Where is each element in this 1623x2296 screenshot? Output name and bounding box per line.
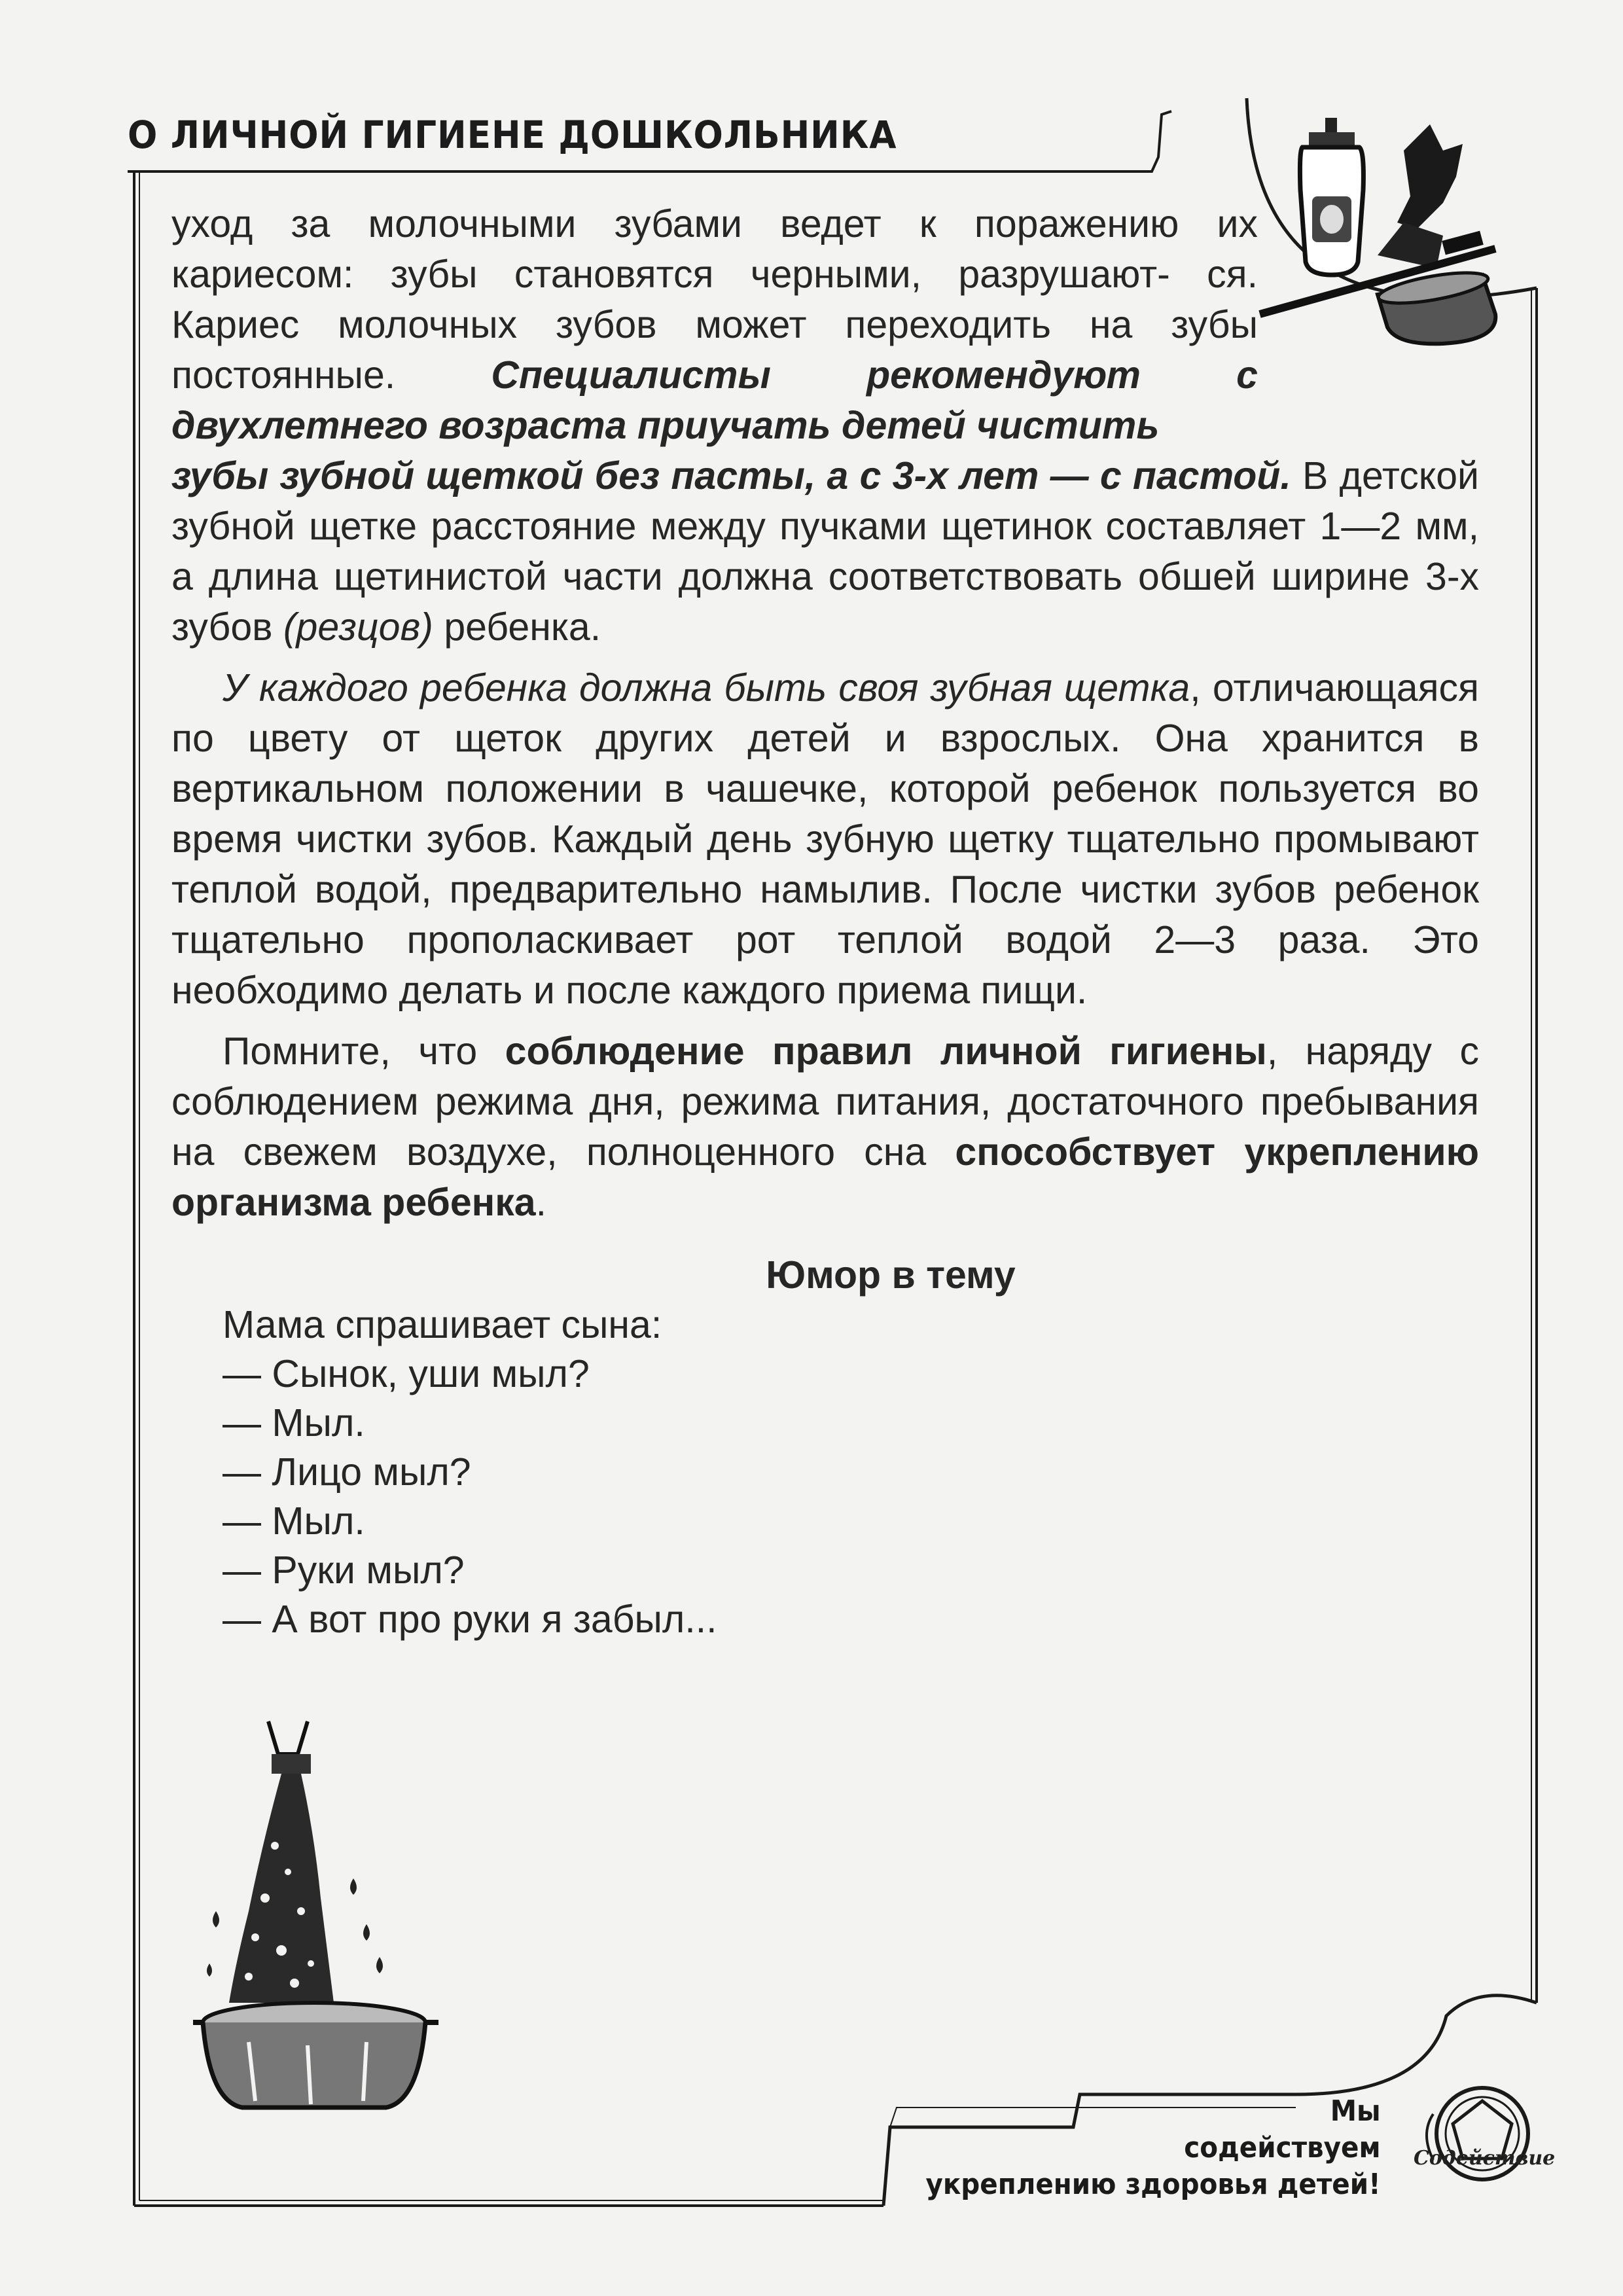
dialog-line: — А вот про руки я забыл... xyxy=(223,1598,717,1641)
dialog-line: Мама спрашивает сына: xyxy=(223,1303,662,1346)
text-span: В детской зубной щетке расстояние между пучками щетинок составляет 1—2 мм, а длина щетинистой части должна соответствовать обшей ширине 3-х зубов xyxy=(171,454,1479,649)
dialog-line: — Сынок, уши мыл? xyxy=(223,1352,590,1395)
text-span: , наряду с соблюдением режима дня, режима питания, достаточного пребывания на свежем воздухе, полноценного сна xyxy=(171,1030,1479,1174)
dialog-line: — Мыл. xyxy=(223,1401,365,1444)
paragraph-1-rest xyxy=(171,451,1479,653)
slogan-line: содействуем xyxy=(1184,2131,1381,2164)
slogan-line: Мы xyxy=(1330,2094,1381,2128)
paragraph-3 xyxy=(171,1026,1479,1228)
paragraph-1-lead xyxy=(171,199,1258,451)
emphasis-text: Специалисты рекомендуют xyxy=(491,353,1141,397)
bold-text: способствует укреплению организма ребенка xyxy=(171,1130,1479,1224)
text-line: уход за молочными зубами ведет к поражению их xyxy=(171,202,1258,245)
bold-text: соблюдение правил личной гигиены xyxy=(505,1030,1267,1073)
italic-text: У каждого ребенка должна быть своя зубная щетка xyxy=(223,666,1190,709)
dialog-line: — Руки мыл? xyxy=(223,1549,465,1592)
text-line: зубы постоянные. xyxy=(171,303,1258,397)
humor-dialog xyxy=(223,1300,1479,1644)
page-title: О ЛИЧНОЙ ГИГИЕНЕ ДОШКОЛЬНИКА xyxy=(128,113,897,157)
emblem-caption: Содействие xyxy=(1414,2147,1556,2170)
text-line: ся. Кариес молочных зубов может переходить на xyxy=(171,253,1258,346)
emphasis-text: зубы зубной щеткой без пасты, а с 3-х лет — с пастой. xyxy=(171,454,1291,497)
text-span: Помните, что xyxy=(223,1030,505,1073)
sodeystvie-emblem-icon xyxy=(1407,2075,1558,2212)
washing-basin-splash-illustration xyxy=(190,1715,465,2121)
dialog-line: — Лицо мыл? xyxy=(223,1450,471,1494)
humor-heading: Юмор в тему xyxy=(766,1253,1016,1297)
slogan-line: укреплению здоровья детей! xyxy=(925,2168,1381,2201)
paragraph-2 xyxy=(171,663,1479,1016)
text-span: ребенка. xyxy=(433,605,601,649)
text-line: кариесом: зубы становятся черными, разрушают- xyxy=(171,253,1170,296)
dialog-line: — Мыл. xyxy=(223,1499,365,1543)
article-text xyxy=(171,199,1479,1644)
slogan xyxy=(926,2093,1381,2203)
text-span: . xyxy=(535,1181,547,1224)
text-span: , отличающаяся по цвету от щеток других детей и взрослых. Она хранится в вертикальном положении в чашечке, которой ребенок пользуется во время чистки зубов. Каждый день зубную щетку тщательно промывают теплой водой, предварительно намылив. После чистки зубов ребенок тщательно прополаскивает рот теплой водой 2—3 раза. Это необходимо делать и после каждого приема пищи. xyxy=(171,666,1479,1012)
italic-text: (резцов) xyxy=(283,605,433,649)
emphasis-text: с двухлетнего возраста приучать детей чистить xyxy=(171,353,1258,447)
